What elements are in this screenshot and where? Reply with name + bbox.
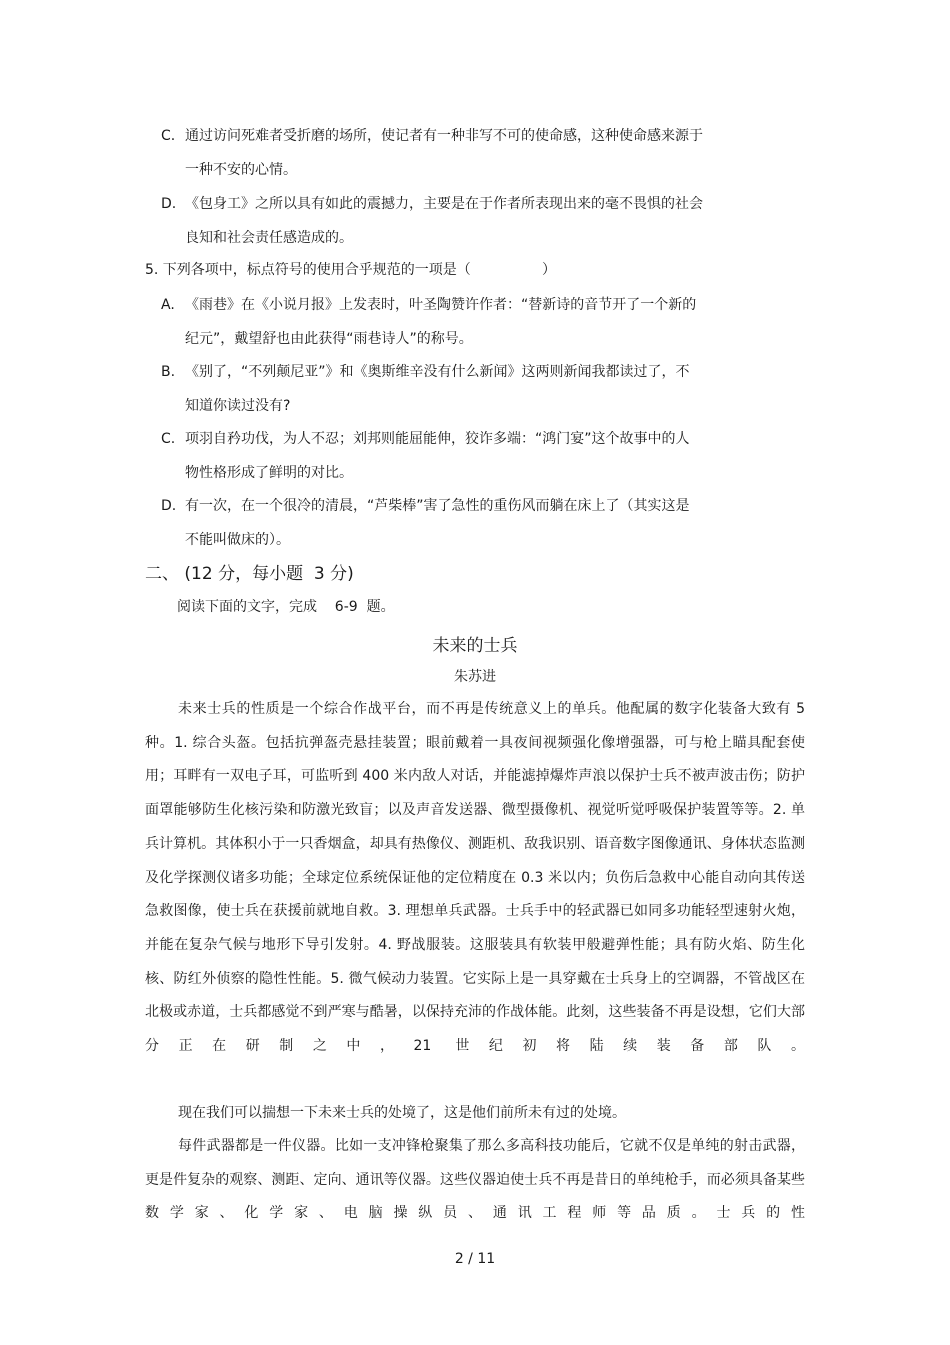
- section-heading: 二、 (12 分，每小题 3 分): [145, 564, 354, 584]
- option-text-line2: 良知和社会责任感造成的。: [185, 230, 353, 246]
- option-text-line1: 项羽自矜功伐，为人不忍；刘邦则能屈能伸，狡诈多端：“鸿门宴”这个故事中的人: [185, 431, 690, 447]
- option-text-line1: 《雨巷》在《小说月报》上发表时，叶圣陶赞许作者：“替新诗的音节开了一个新的: [185, 297, 697, 313]
- option-text-line1: 《包身工》之所以具有如此的震撼力，主要是在于作者所表现出来的毫不畏惧的社会: [185, 196, 703, 212]
- article-paragraph-2: 现在我们可以揣想一下未来士兵的处境了，这是他们前所未有过的处境。: [178, 1105, 626, 1121]
- option-letter: C.: [161, 431, 176, 447]
- option-text-line2: 不能叫做床的）。: [185, 532, 290, 548]
- page-number: 2 / 11: [454, 1251, 496, 1267]
- option-letter: C.: [161, 128, 176, 144]
- article-title: 未来的士兵: [432, 636, 518, 656]
- option-letter: D.: [161, 498, 177, 514]
- question5-stem: 5. 下列各项中，标点符号的使用合乎规范的一项是（ ）: [145, 262, 557, 278]
- option-text-line2: 纪元”，戴望舒也由此获得“雨巷诗人”的称号。: [185, 331, 473, 347]
- article-paragraph-3: 每件武器都是一件仪器。比如一支冲锋枪聚集了那么多高科技功能后，它就不仅是单纯的射击武器，更是件复杂的观察、测距、定向、通讯等仪器。这些仪器迫使士兵不再是昔日的单纯枪手，而必须具备某些数学家、化学家、电脑操纵员、通讯工程师等品质。士兵的性: [145, 1138, 805, 1222]
- option-text-line2: 一种不安的心情。: [185, 162, 297, 178]
- option-letter: A.: [161, 297, 175, 313]
- option-text-line2: 知道你读过没有?: [185, 398, 291, 414]
- option-text-line1: 通过访问死难者受折磨的场所，使记者有一种非写不可的使命感，这种使命感来源于: [185, 128, 703, 144]
- article-paragraph-1: 未来士兵的性质是一个综合作战平台，而不再是传统意义上的单兵。他配属的数字化装备大致有 5 种。1. 综合头盔。包括抗弹盔壳悬挂装置；眼前戴着一具夜间视频强化像增强器，可与枪上瞄具配套使用；耳畔有一双电子耳，可监听到 400 米内敌人对话，并能滤掉爆炸声浪以保护士兵不被声波击伤；防护面罩能够防生化核污染和防激光致盲；以及声音发送器、微型摄像机、视觉听觉呼吸保护装置等等。2. 单兵计算机。其体积小于一只香烟盒，却具有热像仪、测距机、敌我识别、语音数字图像通讯、身体状态监测及化学探测仪诸多功能；全球定位系统保证他的定位精度在 0.3 米以内；负伤后急救中心能自动向其传送急救图像，使士兵在获援前就地自救。3. 理想单兵武器。士兵手中的轻武器已如同多功能轻型速射火炮，并能在复杂气候与地形下导引发射。4. 野战服装。这服装具有软装甲般避弹性能；具有防火焰、防生化核、防红外侦察的隐性性能。5. 微气候动力装置。它实际上是一具穿戴在士兵身上的空调器，不管战区在北极或赤道，士兵都感觉不到严寒与酷暑，以保持充沛的作战体能。此刻，这些装备不再是设想，它们大部分正在研制之中，21 世纪初将陆续装备部队。: [145, 701, 805, 1055]
- option-letter: B.: [161, 364, 176, 380]
- option-text-line1: 有一次，在一个很冷的清晨，“芦柴棒”害了急性的重伤风而躺在床上了（其实这是: [185, 498, 690, 514]
- article-author: 朱苏进: [454, 669, 496, 685]
- option-text-line1: 《别了，“不列颠尼亚”》和《奥斯维辛没有什么新闻》这两则新闻我都读过了，不: [185, 364, 690, 380]
- option-letter: D.: [161, 196, 177, 212]
- option-text-line2: 物性格形成了鲜明的对比。: [185, 465, 353, 481]
- section-instruction: 阅读下面的文字，完成 6-9 题。: [177, 599, 395, 615]
